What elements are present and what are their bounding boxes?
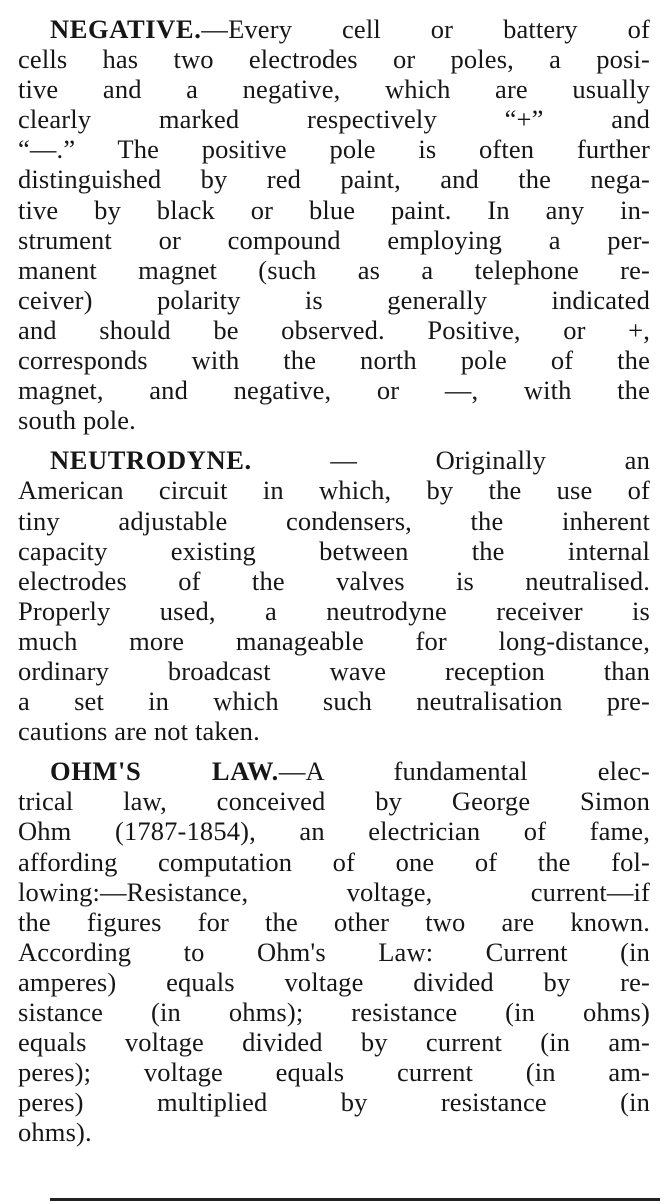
entry-heading: OHM'S LAW. bbox=[50, 756, 279, 787]
entry-line: magnet, and negative, or —, with the bbox=[18, 375, 650, 406]
entry-first-line bbox=[18, 14, 650, 44]
column-divider-rule bbox=[50, 1198, 660, 1201]
entry-line: cells has two electrodes or poles, a posi- bbox=[18, 44, 650, 75]
entry-line: American circuit in which, by the use of bbox=[18, 475, 650, 506]
entry-heading: NEGATIVE. bbox=[50, 14, 202, 44]
entry-line: According to Ohm's Law: Current (in bbox=[18, 936, 650, 967]
entry-ohms-law bbox=[18, 756, 650, 1147]
entry-line: manent magnet (such as a telephone re- bbox=[18, 254, 650, 285]
article-column bbox=[18, 14, 650, 1157]
entry-line: Ohm (1787-1854), an electrician of fame, bbox=[18, 816, 650, 847]
entry-line: south pole. bbox=[18, 405, 136, 436]
entry-line: peres); voltage equals current (in am- bbox=[18, 1057, 650, 1088]
entry-text: —A fundamental elec- bbox=[278, 756, 650, 787]
entry-line: electrodes of the valves is neutralised. bbox=[18, 565, 650, 596]
entry-line: lowing:—Resistance, voltage, current—if bbox=[18, 876, 650, 907]
entry-line: tive by black or blue paint. In any in- bbox=[18, 194, 650, 225]
entry-line: Properly used, a neutrodyne receiver is bbox=[18, 595, 650, 626]
entry-line: strument or compound employing a per- bbox=[18, 224, 650, 255]
entry-line: and should be observed. Positive, or +, bbox=[18, 314, 650, 345]
entry-line: distinguished by red paint, and the nega- bbox=[18, 164, 650, 195]
entry-heading: NEUTRODYNE. bbox=[50, 445, 252, 476]
entry-line: clearly marked respectively “+” and bbox=[18, 104, 650, 135]
entry-line: capacity existing between the internal bbox=[18, 535, 650, 566]
entry-line: amperes) equals voltage divided by re- bbox=[18, 966, 650, 997]
entry-line: “—.” The positive pole is often further bbox=[18, 134, 650, 165]
entry-line: affording computation of one of the fol- bbox=[18, 846, 650, 877]
entry-line: ordinary broadcast wave reception than bbox=[18, 655, 650, 686]
entry-line: ohms). bbox=[18, 1117, 92, 1148]
entry-line: trical law, conceived by George Simon bbox=[18, 786, 650, 817]
entry-line: much more manageable for long-distance, bbox=[18, 625, 650, 656]
entry-first-line bbox=[18, 756, 650, 786]
entry-neutrodyne bbox=[18, 445, 650, 746]
entry-line: cautions are not taken. bbox=[18, 716, 260, 747]
entry-line: corresponds with the north pole of the bbox=[18, 345, 650, 376]
entry-line: tive and a negative, which are usually bbox=[18, 74, 650, 105]
entry-line: sistance (in ohms); resistance (in ohms) bbox=[18, 997, 650, 1027]
entry-first-line bbox=[18, 445, 650, 475]
entry-line: equals voltage divided by current (in am- bbox=[18, 1027, 650, 1058]
entry-text: — Originally an bbox=[251, 445, 650, 476]
entry-negative bbox=[18, 14, 650, 435]
entry-line: a set in which such neutralisation pre- bbox=[18, 686, 650, 717]
entry-line: the figures for the other two are known. bbox=[18, 906, 650, 937]
entry-text: —Every cell or battery of bbox=[201, 14, 650, 44]
entry-line: ceiver) polarity is generally indicated bbox=[18, 284, 650, 315]
entry-line: tiny adjustable condensers, the inherent bbox=[18, 505, 650, 536]
entry-line: peres) multiplied by resistance (in bbox=[18, 1087, 650, 1118]
